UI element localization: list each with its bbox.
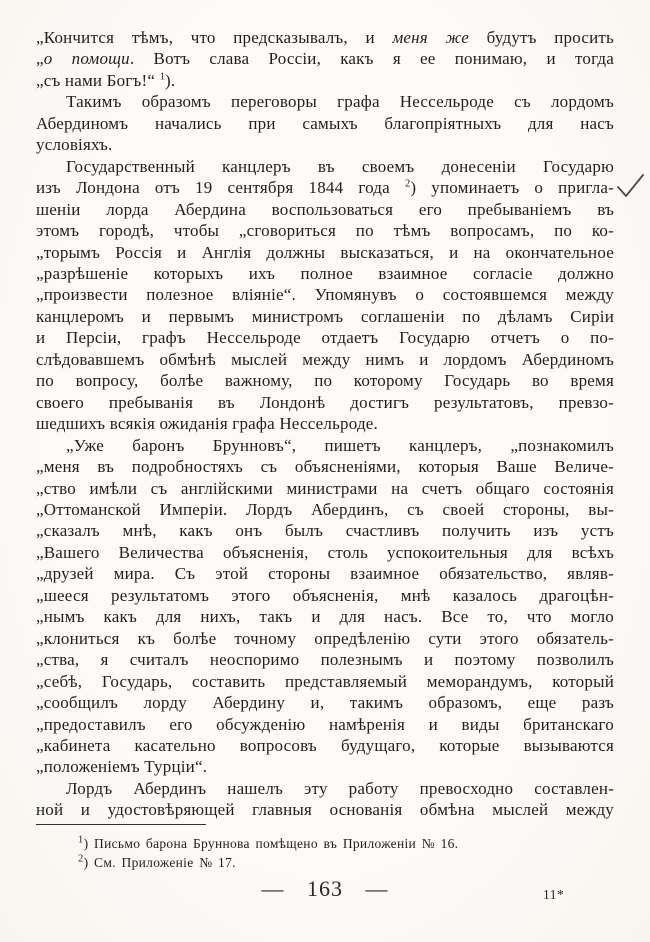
text-line: „предоставилъ его обсужденію намѣренія и виды британскаго [36,714,614,734]
text-line: „Вашего Величества объясненія, столь успокоительныя для всѣхъ [36,542,614,562]
text-line: шедшихъ всякія ожиданія графа Нессельроде. [36,414,378,434]
footnote: $^2$) См. Приложеніе № 17. [78,853,236,870]
text-line: канцлеромъ и первымъ министромъ соглашеніи по дѣламъ Сиріи [36,306,614,326]
text-line: „сказалъ мнѣ, какъ онъ былъ счастливъ получить изъ устъ [36,521,614,541]
text-line: „друзей мира. Съ этой стороны взаимное обязательство, являв- [36,564,614,584]
text-line: „съ нами Богъ!“ $^1$). [36,70,176,90]
text-line: „положеніемъ Турціи“. [36,757,208,777]
text-line: шеніи лорда Абердина воспользоваться его пребываніемъ въ [36,199,614,219]
signature-mark: 11* [543,887,565,902]
text-line: „о помощи. Вотъ слава Россіи, какъ я ее понимаю, и тогда [36,49,614,69]
text-line: „кабинета касательно вопросовъ будущаго, которые вызываются [36,735,614,755]
text-line: „себѣ, Государь, составить представляемый меморандумъ, который [36,671,614,691]
text-line: „шееся результатомъ этого объясненія, мнѣ казалось драгоцѣн- [36,585,614,605]
text-line: и Персіи, графъ Нессельроде отдаетъ Государю отчетъ о по- [36,328,614,348]
text-line: слѣдовавшемъ обмѣнѣ мыслей между нимъ и лордомъ Абердиномъ [36,349,614,369]
text-line: „Кончится тѣмъ, что предсказывалъ, и меня же будутъ просить [36,28,614,47]
text-line: своего пребыванія въ Лондонѣ достигъ результатовъ, превзо- [36,392,614,412]
page-number: — 163 — [261,876,389,901]
footnote-marker: 2 [78,853,84,864]
text-line: Абердиномъ начались при самыхъ благопріятныхъ для насъ [36,113,614,133]
text-line: „нымъ какъ для нихъ, такъ и для насъ. Все то, что могло [36,607,614,627]
footnote-separator [36,824,206,825]
footnote-marker: 1 [78,834,84,846]
text-line: по вопросу, болѣе важному, по которому Государь во время [36,371,614,391]
text-line: „разрѣшеніе которыхъ ихъ полное взаимное согласіе должно [36,263,614,283]
text-line: условіяхъ. [36,135,113,155]
text-line: „сообщилъ лорду Абердину и, такимъ образомъ, еще разъ [36,693,614,713]
footnote-reference: 1 [159,71,166,83]
text-line: этомъ городѣ, чтобы „сговориться по тѣмъ вопросамъ, по ко- [36,221,614,241]
text-line: Государственный канцлеръ въ своемъ донесеніи Государю [66,156,614,176]
text-line: „ства, я считалъ неоспоримо полезнымъ и поэтому позволилъ [36,650,614,670]
page-body [36,27,614,821]
footnotes [36,835,614,872]
text-line: „Оттоманской Имперіи. Лордъ Абердинъ, съ своей стороны, вы- [36,499,614,519]
checkmark-icon [615,172,645,200]
footnote: $^1$) Письмо барона Бруннова помѣщено въ Приложеніи № 16. [78,834,459,851]
text-line: Лордъ Абердинъ нашелъ эту работу превосходно составлен- [66,778,614,798]
text-line: „меня въ подробностяхъ съ объясненіями, которыя Ваше Величе- [36,457,614,477]
text-line: „ство имѣли съ англійскими министрами на счетъ общаго состоянія [36,478,614,498]
text-line: „торымъ Россія и Англія должны высказаться, и на окончательное [36,242,614,262]
footnote-reference: 2 [404,178,411,190]
text-line: „произвести полезное вліяніе“. Упомянувъ о состоявшемся между [36,285,614,305]
text-line: Такимъ образомъ переговоры графа Нессельроде съ лордомъ [66,92,614,112]
text-line: изъ Лондона отъ 19 сентября 1844 года $^2$) упоминаетъ о пригла- [36,178,615,198]
text-line: „Уже баронъ Брунновъ“, пишетъ канцлеръ, „познакомилъ [66,435,614,455]
text-line: ной и удостовѣряющей главныя основанія обмѣна мыслей между [36,800,614,820]
text-line: „клониться къ болѣе точному опредѣленію сути этого обязатель- [36,628,614,648]
